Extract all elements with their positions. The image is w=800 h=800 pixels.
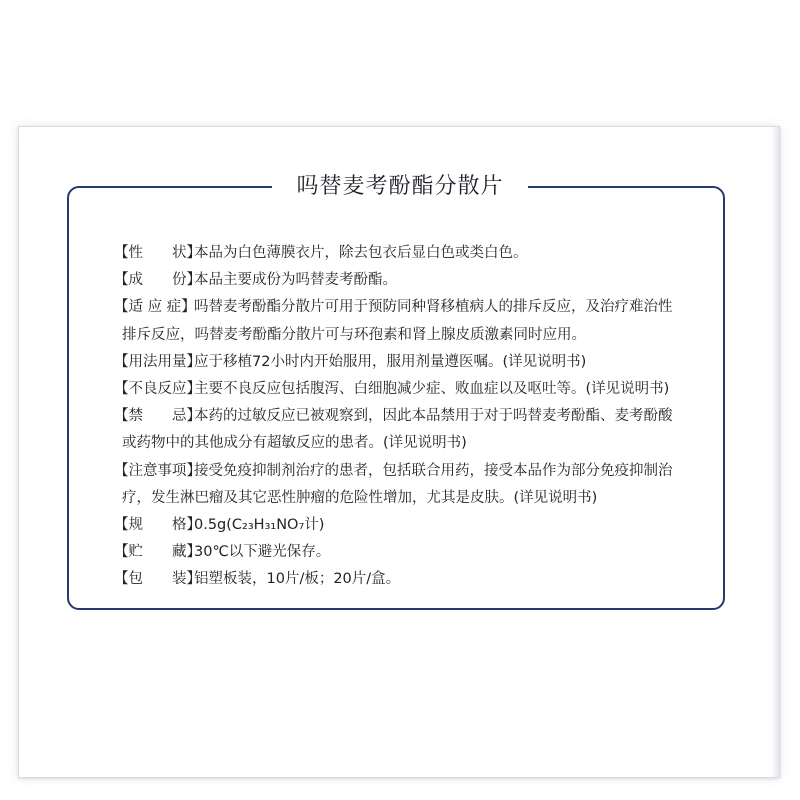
section-indications-continued: 排斥反应，吗替麦考酚酯分散片可与环孢素和肾上腺皮质激素同时应用。 <box>122 326 586 343</box>
section-indications <box>114 294 714 321</box>
section-text: 主要不良反应包括腹泻、白细胞减少症、败血症以及呕吐等。(详见说明书) <box>194 380 670 397</box>
section-dosage <box>114 349 714 376</box>
label-content <box>114 240 714 593</box>
section-specification <box>114 512 714 539</box>
section-text: 本药的过敏反应已被观察到，因此本品禁用于对于吗替麦考酚酯、麦考酚酸 <box>194 408 673 425</box>
section-text: 吗替麦考酚酯分散片可用于预防同种肾移植病人的排斥反应，及治疗难治性 <box>194 299 673 316</box>
section-adverse-reactions <box>114 376 714 403</box>
product-title: 吗替麦考酚酯分散片 <box>272 170 528 204</box>
section-text: 本品为白色薄膜衣片，除去包衣后显白色或类白色。 <box>194 245 528 261</box>
section-text: 接受免疫抑制剂治疗的患者，包括联合用药，接受本品作为部分免疫抑制治 <box>194 462 673 479</box>
section-contraindications-continued: 或药物中的其他成分有超敏反应的患者。(详见说明书) <box>122 435 467 452</box>
section-properties <box>114 240 714 267</box>
section-storage <box>114 539 714 566</box>
section-label: 【贮 藏】 <box>114 544 201 561</box>
section-label: 【禁 忌】 <box>114 408 201 425</box>
section-label: 【规 格】 <box>114 516 201 533</box>
section-text: 应于移植72小时内开始服用，服用剂量遵医嘱。(详见说明书) <box>194 353 587 370</box>
section-precautions <box>114 458 714 485</box>
section-packaging <box>114 566 714 593</box>
section-text: 铝塑板装，10片/板；20片/盒。 <box>194 571 401 588</box>
section-label: 【成 份】 <box>114 272 201 289</box>
section-label: 【适 应 症】 <box>114 299 196 316</box>
section-text: 30℃以下避光保存。 <box>194 544 331 561</box>
section-label: 【用法用量】 <box>114 353 201 370</box>
section-text: 0.5g(C₂₃H₃₁NO₇计) <box>194 516 325 533</box>
section-ingredients <box>114 267 714 294</box>
section-label: 【注意事项】 <box>114 462 201 479</box>
section-label: 【性 状】 <box>114 245 201 261</box>
section-label: 【包 装】 <box>114 571 201 588</box>
section-label: 【不良反应】 <box>114 380 201 397</box>
section-contraindications <box>114 403 714 430</box>
section-text: 本品主要成份为吗替麦考酚酯。 <box>194 272 397 289</box>
section-precautions-continued: 疗，发生淋巴瘤及其它恶性肿瘤的危险性增加，尤其是皮肤。(详见说明书) <box>122 489 598 506</box>
